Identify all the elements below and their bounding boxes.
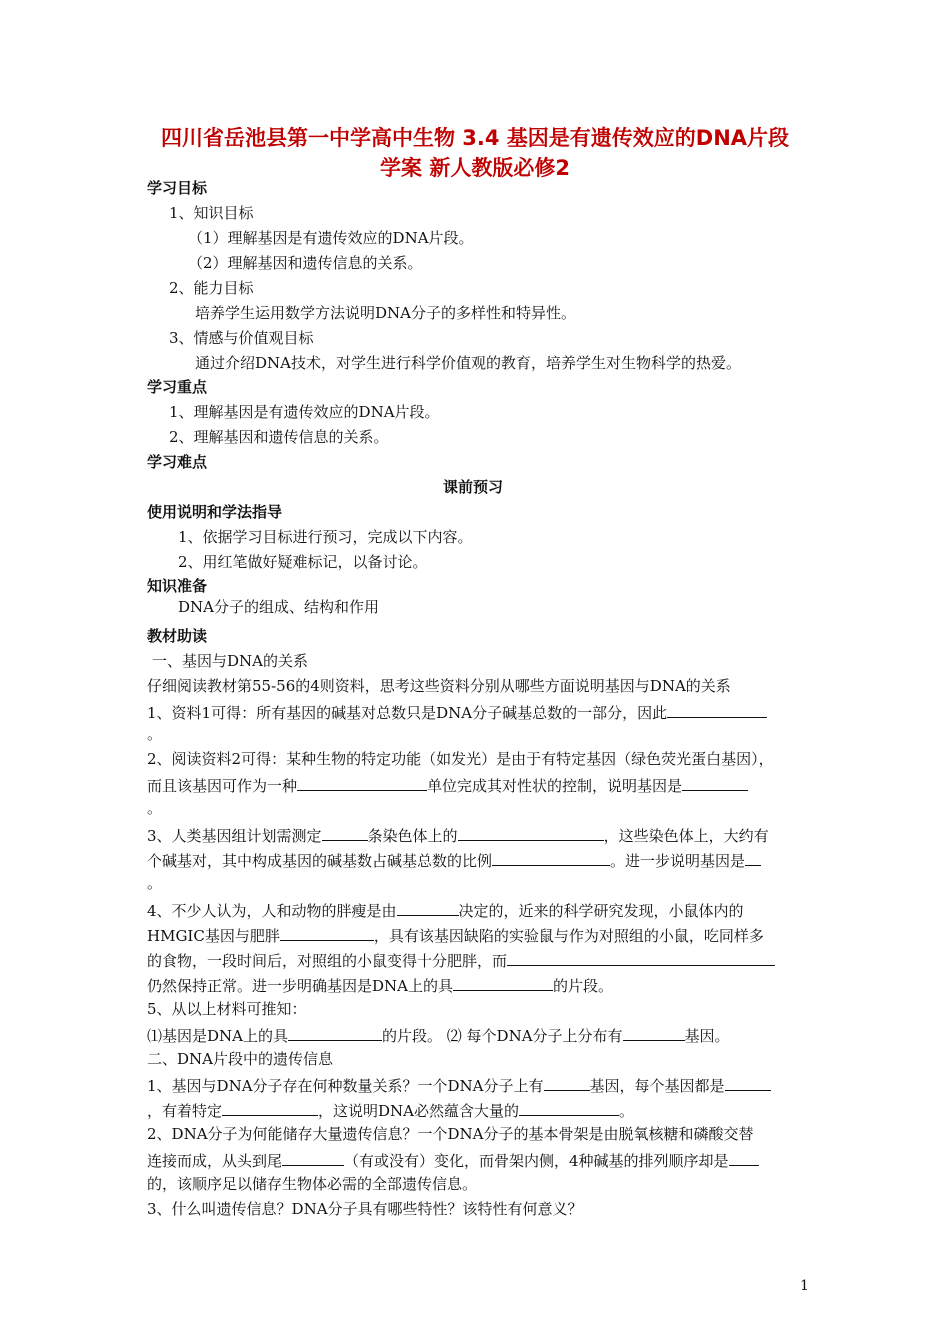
question-2-line1: 2、阅读资料2可得：某种生物的特定功能（如发光）是由于有特定基因（绿色荧光蛋白基因）， [147,750,774,768]
objective-k1: （1）理解基因是有遗传效应的DNA片段。 [188,229,474,247]
question-4-line4 [147,974,613,996]
answer-blank[interactable] [492,849,610,866]
answer-blank[interactable] [280,924,374,941]
objective-k2: （2）理解基因和遗传信息的关系。 [188,254,423,272]
section-2-q2-text-a: 连接而成，从头到尾 [147,1152,283,1170]
answer-blank[interactable] [453,974,553,991]
question-5-text-b: 的片段。 ⑵ 每个DNA分子上分布有 [382,1027,623,1045]
document-title-line1: 四川省岳池县第一中学高中生物 3.4 基因是有遗传效应的DNA片段 [160,126,790,150]
objective-knowledge: 1、知识目标 [169,204,254,222]
question-5: 5、从以上材料可推知： [147,1000,307,1018]
section-2-q3: 3、什么叫遗传信息？DNA分子具有哪些特性？该特性有何意义？ [147,1200,583,1218]
question-1-end: 。 [147,725,163,743]
question-4-line2 [147,924,764,946]
heading-key-points: 学习重点 [147,378,208,396]
question-3-text-c: ，这些染色体上，大约有 [603,827,769,845]
question-2-line2 [147,774,748,796]
answer-blank[interactable] [544,1074,590,1091]
question-4-line1 [147,899,744,921]
question-3-text-d: 个碱基对，其中构成基因的碱基数占碱基总数的比例 [147,852,493,870]
section-2-q1-line1 [147,1074,771,1096]
section-2-q1-line2 [147,1099,634,1121]
question-2-text-a: 而且该基因可作为一种 [147,777,298,795]
section-2-q2-text-b: （有或没有）变化，而骨架内侧，4种碱基的排列顺序却是 [344,1152,729,1170]
question-4-text-e: 的食物，一段时间后，对照组的小鼠变得十分肥胖，而 [147,952,508,970]
key-point-2: 2、理解基因和遗传信息的关系。 [169,428,389,446]
objective-emotion: 3、情感与价值观目标 [169,329,314,347]
section-2-title: 二、DNA片段中的遗传信息 [147,1050,333,1068]
section-2-q2-line2 [147,1149,759,1171]
section-2-q2-line3: 的，该顺序足以储存生物体必需的全部遗传信息。 [147,1175,478,1193]
guide-2: 2、用红笔做好疑难标记，以备讨论。 [178,553,428,571]
answer-blank[interactable] [507,949,775,966]
question-2-end: 。 [147,799,163,817]
answer-blank[interactable] [322,824,368,841]
answer-blank[interactable] [623,1024,685,1041]
section-1-title: 一、基因与DNA的关系 [152,652,308,670]
answer-blank[interactable] [667,701,767,718]
document-title-line2: 学案 新人教版必修2 [380,156,570,180]
heading-prep: 知识准备 [147,577,208,595]
objective-ability: 2、能力目标 [169,279,254,297]
heading-guide: 使用说明和学法指导 [147,503,283,521]
answer-blank[interactable] [519,1099,619,1116]
question-4-line3 [147,949,775,971]
answer-blank[interactable] [729,1149,759,1166]
question-3-text-a: 3、人类基因组计划需测定 [147,827,322,845]
answer-blank[interactable] [297,774,427,791]
question-3-end: 。 [147,874,163,892]
heading-preview: 课前预习 [443,478,504,496]
question-1-text: 1、资料1可得：所有基因的碱基对总数只是DNA分子碱基总数的一部分，因此 [147,704,668,722]
objective-a1: 培养学生运用数学方法说明DNA分子的多样性和特异性。 [195,304,576,322]
section-2-q1-text-c: ，有着特定 [147,1102,223,1120]
question-4-text-d: ，具有该基因缺陷的实验鼠与作为对照组的小鼠，吃同样多 [373,927,764,945]
answer-blank[interactable] [725,1074,771,1091]
answer-blank[interactable] [282,1149,344,1166]
section-2-q1-text-d: ，这说明DNA必然蕴含大量的 [318,1102,520,1120]
answer-blank[interactable] [745,849,761,866]
question-4-text-f: 仍然保持正常。进一步明确基因是DNA上的具 [147,977,453,995]
question-5-text-a: ⑴基因是DNA上的具 [147,1027,288,1045]
answer-blank[interactable] [222,1099,318,1116]
question-4-text-a: 4、不少人认为，人和动物的胖瘦是由 [147,902,397,920]
answer-blank[interactable] [682,774,748,791]
heading-objectives: 学习目标 [147,179,208,197]
key-point-1: 1、理解基因是有遗传效应的DNA片段。 [169,403,440,421]
question-5-line1 [147,1024,730,1046]
guide-1: 1、依据学习目标进行预习，完成以下内容。 [178,528,473,546]
reading-intro: 仔细阅读教材第55-56的4则资料，思考这些资料分别从哪些方面说明基因与DNA的关系 [147,677,731,695]
answer-blank[interactable] [397,899,459,916]
question-3-line2 [147,849,761,871]
section-2-q1-text-e: 。 [619,1102,635,1120]
heading-difficult: 学习难点 [147,453,208,471]
heading-reading: 教材助读 [147,627,208,645]
question-4-text-g: 的片段。 [553,977,614,995]
objective-e1: 通过介绍DNA技术，对学生进行科学价值观的教育，培养学生对生物科学的热爱。 [195,354,741,372]
question-3-line1 [147,824,769,846]
section-2-q2-line1: 2、DNA分子为何能储存大量遗传信息？一个DNA分子的基本骨架是由脱氧核糖和磷酸交替 [147,1125,754,1143]
question-5-text-c: 基因。 [684,1027,730,1045]
question-1 [147,701,767,723]
prep-1: DNA分子的组成、结构和作用 [178,598,379,616]
answer-blank[interactable] [458,824,604,841]
answer-blank[interactable] [288,1024,382,1041]
section-2-q1-text-b: 基因，每个基因都是 [589,1077,725,1095]
question-4-text-b: 决定的，近来的科学研究发现，小鼠体内的 [458,902,744,920]
question-3-text-b: 条染色体上的 [367,827,458,845]
section-2-q1-text-a: 1、基因与DNA分子存在何种数量关系？一个DNA分子上有 [147,1077,544,1095]
question-3-text-e: 。进一步说明基因是 [610,852,746,870]
question-2-text-b: 单位完成其对性状的控制，说明基因是 [427,777,683,795]
question-4-text-c: HMGIC基因与肥胖 [147,927,280,945]
page-number: 1 [800,1278,809,1294]
